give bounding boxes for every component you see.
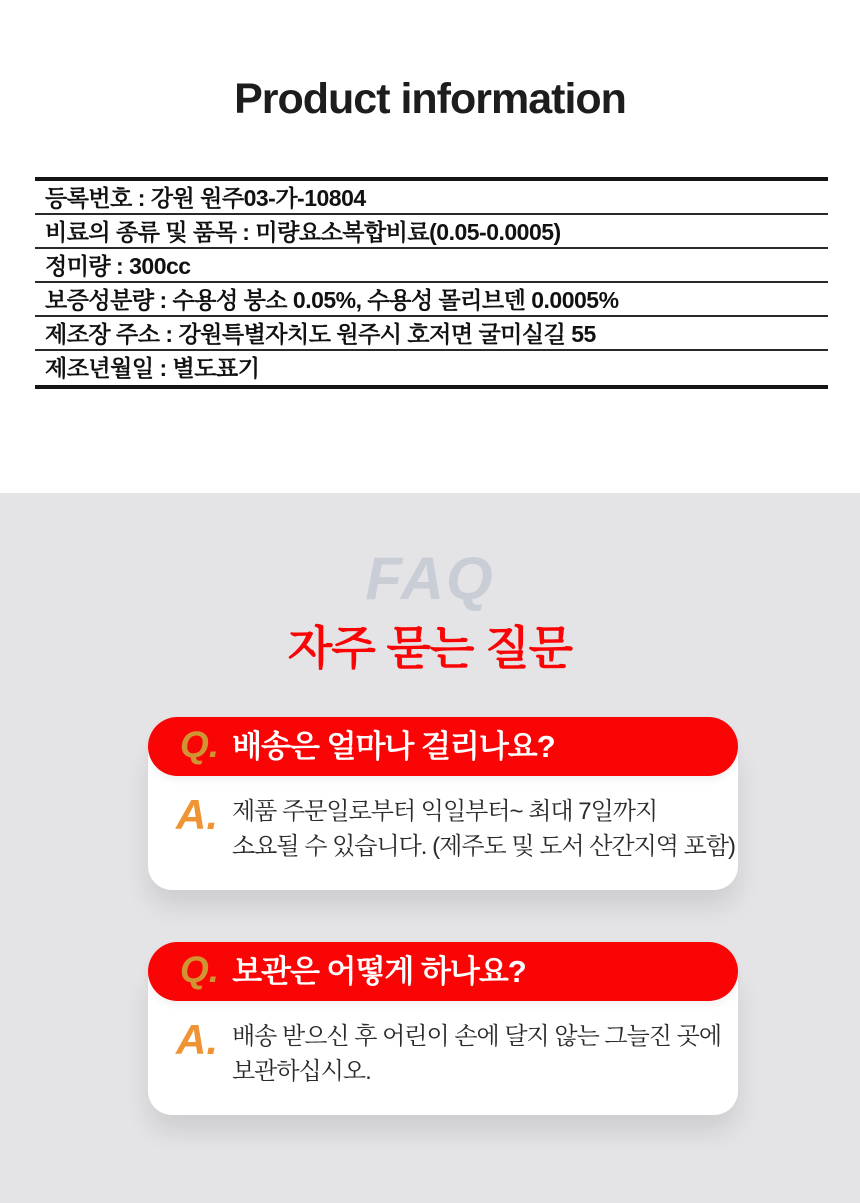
question-text: 배송은 얼마나 걸리나요? — [232, 729, 555, 764]
product-info-section — [0, 0, 860, 493]
table-row — [35, 351, 828, 385]
table-row — [35, 317, 828, 351]
question-pill — [148, 942, 738, 1001]
row-label: 비료의 종류 및 품목 — [45, 219, 237, 246]
question-pill — [148, 717, 738, 776]
row-label: 정미량 — [45, 253, 111, 280]
row-value: 300cc — [129, 253, 191, 280]
row-separator: : — [110, 253, 130, 280]
row-value: 강원특별자치도 원주시 호저면 굴미실길 55 — [178, 321, 596, 348]
product-spec-table — [35, 177, 828, 389]
answer-line: 소요될 수 있습니다. (제주도 및 도서 산간지역 포함) — [232, 833, 736, 860]
a-prefix: A. — [176, 791, 218, 838]
faq-heading: 자주 묻는 질문 — [287, 622, 573, 674]
table-row — [35, 283, 828, 317]
a-prefix: A. — [176, 1016, 218, 1063]
question-text: 보관은 어떻게 하나요? — [232, 954, 526, 989]
faq-card-shipping — [148, 717, 738, 890]
answer-text — [232, 794, 735, 864]
row-label: 등록번호 — [45, 185, 132, 212]
table-row — [35, 181, 828, 215]
faq-watermark: FAQ — [365, 545, 495, 612]
row-label: 보증성분량 — [45, 287, 154, 314]
row-value: 수용성 붕소 0.05%, 수용성 몰리브덴 0.0005% — [172, 287, 619, 314]
row-value: 별도표기 — [172, 355, 260, 382]
row-value: 강원 원주03-가-10804 — [150, 185, 366, 212]
row-label: 제조년월일 — [45, 355, 154, 382]
answer-line: 제품 주문일로부터 익일부터~ 최대 7일까지 — [232, 798, 658, 825]
row-separator: : — [236, 219, 256, 246]
q-prefix: Q. — [180, 949, 220, 990]
row-label: 제조장 주소 — [45, 321, 160, 348]
row-value: 미량요소복합비료(0.05-0.0005) — [255, 219, 561, 246]
faq-card-storage — [148, 942, 738, 1115]
table-row — [35, 249, 828, 283]
row-separator: : — [131, 185, 151, 212]
answer-line: 보관하십시오. — [232, 1058, 371, 1085]
faq-section — [0, 493, 860, 1203]
answer-line: 배송 받으신 후 어린이 손에 달지 않는 그늘진 곳에 — [232, 1023, 722, 1050]
table-row — [35, 215, 828, 249]
answer-text — [232, 1019, 721, 1089]
page-title: Product information — [234, 75, 626, 123]
q-prefix: Q. — [180, 724, 220, 765]
row-separator: : — [153, 287, 173, 314]
row-separator: : — [159, 321, 179, 348]
row-separator: : — [153, 355, 173, 382]
